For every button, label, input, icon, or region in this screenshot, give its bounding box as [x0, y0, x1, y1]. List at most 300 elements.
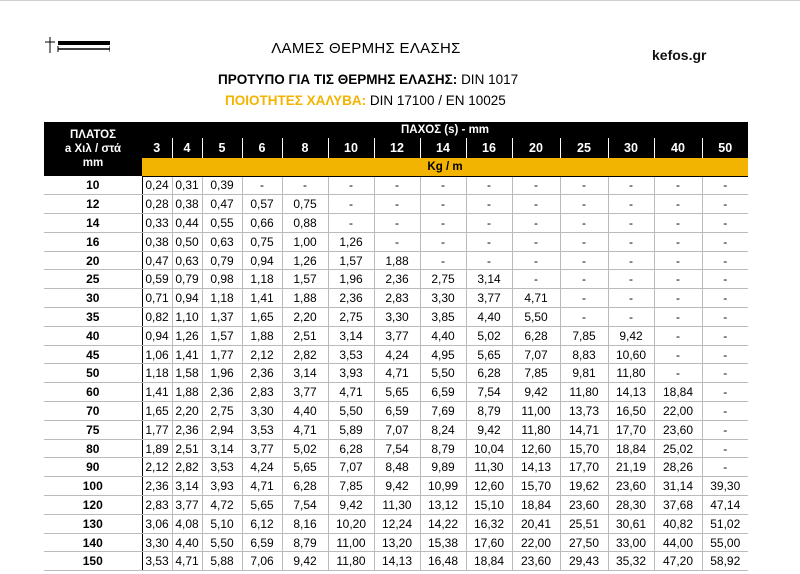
weight-cell: 7,54: [374, 439, 420, 458]
weight-cell: 7,85: [512, 364, 560, 383]
weight-cell: 11,80: [512, 420, 560, 439]
weight-cell: 2,51: [282, 326, 328, 345]
weight-cell: 8,79: [282, 533, 328, 552]
weight-cell: 4,71: [328, 383, 374, 402]
weight-cell: -: [608, 214, 654, 233]
weight-cell: -: [374, 232, 420, 251]
weight-cell: -: [242, 176, 282, 195]
thickness-col-header: 6: [242, 138, 282, 158]
weight-cell: 9,42: [608, 326, 654, 345]
table-row: [44, 477, 748, 496]
width-cell: 16: [44, 232, 142, 251]
weight-cell: -: [466, 195, 512, 214]
width-cell: 130: [44, 514, 142, 533]
weight-cell: 11,00: [512, 402, 560, 421]
weight-cell: 2,51: [172, 439, 202, 458]
weight-cell: 15,70: [560, 439, 608, 458]
weight-cell: 3,53: [328, 345, 374, 364]
weight-cell: 1,41: [172, 345, 202, 364]
width-cell: 100: [44, 477, 142, 496]
weight-cell: 8,79: [420, 439, 466, 458]
weight-cell: 1,26: [172, 326, 202, 345]
weight-cell: 4,71: [172, 552, 202, 571]
weight-cell: -: [608, 308, 654, 327]
weight-cell: 3,53: [242, 420, 282, 439]
weight-cell: -: [374, 195, 420, 214]
weight-cell: 8,48: [374, 458, 420, 477]
weight-cell: 0,57: [242, 195, 282, 214]
weight-cell: 0,79: [202, 251, 242, 270]
weight-cell: 0,98: [202, 270, 242, 289]
weight-cell: -: [560, 308, 608, 327]
weight-cell: 0,55: [202, 214, 242, 233]
weight-cell: -: [702, 383, 748, 402]
weight-cell: 4,71: [282, 420, 328, 439]
weight-cell: 10,04: [466, 439, 512, 458]
table-row: [44, 289, 748, 308]
thickness-row: [44, 138, 748, 158]
weight-cell: 23,60: [654, 420, 702, 439]
thickness-col-header: 10: [328, 138, 374, 158]
weight-cell: -: [702, 195, 748, 214]
weight-cell: 2,36: [172, 420, 202, 439]
weight-cell: 1,37: [202, 308, 242, 327]
weight-cell: 3,77: [172, 496, 202, 515]
weight-cell: 5,65: [242, 496, 282, 515]
weight-cell: 12,24: [374, 514, 420, 533]
width-cell: 150: [44, 552, 142, 571]
width-header-line-2: a Χιλ / στά: [64, 143, 122, 155]
weight-cell: 7,54: [282, 496, 328, 515]
thickness-col-header: 30: [608, 138, 654, 158]
weight-cell: 8,16: [282, 514, 328, 533]
quality-line: [225, 93, 506, 108]
weight-cell: -: [702, 214, 748, 233]
weight-cell: 11,80: [328, 552, 374, 571]
weight-cell: -: [608, 270, 654, 289]
weight-cell: -: [560, 251, 608, 270]
weight-cell: 28,26: [654, 458, 702, 477]
weight-cell: 3,77: [242, 439, 282, 458]
weight-cell: 2,82: [282, 345, 328, 364]
weight-cell: -: [654, 364, 702, 383]
weight-cell: 2,82: [172, 458, 202, 477]
weight-cell: 1,77: [142, 420, 172, 439]
weight-cell: 0,24: [142, 176, 172, 195]
quality-label: ΠΟΙΟΤΗΤΕΣ ΧΑΛΥΒΑ:: [225, 93, 367, 108]
width-cell: 20: [44, 251, 142, 270]
weight-cell: -: [512, 232, 560, 251]
weight-cell: 2,75: [420, 270, 466, 289]
width-cell: 75: [44, 420, 142, 439]
table-row: [44, 402, 748, 421]
table-row: [44, 552, 748, 571]
weight-cell: 3,30: [142, 533, 172, 552]
weight-cell: 47,20: [654, 552, 702, 571]
width-cell: 12: [44, 195, 142, 214]
weight-cell: 0,47: [142, 251, 172, 270]
weight-cell: 9,42: [466, 420, 512, 439]
weight-cell: 1,88: [172, 383, 202, 402]
weight-cell: 14,13: [374, 552, 420, 571]
width-cell: 10: [44, 176, 142, 195]
weight-cell: 2,36: [374, 270, 420, 289]
weight-cell: 7,69: [420, 402, 466, 421]
weight-cell: 9,42: [328, 496, 374, 515]
weight-cell: 5,50: [420, 364, 466, 383]
weight-cell: 23,60: [560, 496, 608, 515]
weight-cell: -: [654, 289, 702, 308]
weight-cell: 17,70: [560, 458, 608, 477]
weight-cell: 10,60: [608, 345, 654, 364]
width-cell: 80: [44, 439, 142, 458]
weight-cell: 22,00: [512, 533, 560, 552]
weight-cell: 10,99: [420, 477, 466, 496]
width-cell: 60: [44, 383, 142, 402]
weight-cell: -: [654, 345, 702, 364]
weight-cell: 11,80: [608, 364, 654, 383]
weight-cell: -: [702, 458, 748, 477]
weight-cell: 2,83: [142, 496, 172, 515]
weight-cell: 0,63: [172, 251, 202, 270]
weight-cell: 4,24: [242, 458, 282, 477]
weight-cell: 11,00: [328, 533, 374, 552]
weight-cell: 0,94: [172, 289, 202, 308]
unit-label: Kg / m: [142, 158, 748, 176]
weight-cell: -: [466, 232, 512, 251]
weight-cell: 3,93: [328, 364, 374, 383]
thickness-col-header: 4: [172, 138, 202, 158]
weight-cell: -: [702, 232, 748, 251]
weight-cell: 47,14: [702, 496, 748, 515]
weight-cell: -: [702, 439, 748, 458]
weight-cell: 3,30: [242, 402, 282, 421]
width-cell: 45: [44, 345, 142, 364]
weight-cell: 11,30: [374, 496, 420, 515]
weight-cell: 0,38: [142, 232, 172, 251]
weight-cell: 5,50: [202, 533, 242, 552]
weight-cell: 4,40: [420, 326, 466, 345]
weight-cell: 0,38: [172, 195, 202, 214]
weight-cell: -: [654, 214, 702, 233]
table-row: [44, 496, 748, 515]
weight-cell: 7,06: [242, 552, 282, 571]
weight-cell: 6,59: [420, 383, 466, 402]
weight-cell: 5,02: [282, 439, 328, 458]
weight-cell: -: [702, 251, 748, 270]
table-row: [44, 251, 748, 270]
weight-cell: 1,57: [202, 326, 242, 345]
weight-cell: 15,70: [512, 477, 560, 496]
weight-cell: 29,43: [560, 552, 608, 571]
weight-cell: -: [512, 214, 560, 233]
weight-cell: 2,12: [142, 458, 172, 477]
table-row: [44, 514, 748, 533]
weight-cell: 13,20: [374, 533, 420, 552]
weight-cell: 0,82: [142, 308, 172, 327]
thickness-col-header: 14: [420, 138, 466, 158]
weight-cell: 11,30: [466, 458, 512, 477]
width-cell: 40: [44, 326, 142, 345]
quality-value: DIN 17100 / EN 10025: [369, 93, 506, 108]
weight-cell: -: [466, 214, 512, 233]
weight-cell: -: [560, 176, 608, 195]
weight-cell: 9,81: [560, 364, 608, 383]
weight-cell: 6,28: [328, 439, 374, 458]
weight-cell: 35,32: [608, 552, 654, 571]
table-row: [44, 345, 748, 364]
weight-cell: 10,20: [328, 514, 374, 533]
weight-cell: 25,51: [560, 514, 608, 533]
weight-cell: -: [654, 308, 702, 327]
weight-cell: -: [560, 195, 608, 214]
weight-cell: 2,36: [142, 477, 172, 496]
thickness-col-header: 12: [374, 138, 420, 158]
weight-cell: -: [702, 364, 748, 383]
weight-cell: -: [608, 176, 654, 195]
weight-cell: -: [560, 214, 608, 233]
thickness-col-header: 25: [560, 138, 608, 158]
standard-label: ΠΡΟΤΥΠΟ ΓΙΑ ΤΙΣ ΘΕΡΜΗΣ ΕΛΑΣΗΣ:: [218, 72, 458, 87]
weight-cell: -: [702, 326, 748, 345]
table-row: [44, 195, 748, 214]
weight-cell: 6,28: [512, 326, 560, 345]
weight-cell: 4,40: [282, 402, 328, 421]
weight-cell: 17,60: [466, 533, 512, 552]
weight-cell: -: [420, 251, 466, 270]
weight-cell: 20,41: [512, 514, 560, 533]
weight-cell: 18,84: [608, 439, 654, 458]
weight-cell: 37,68: [654, 496, 702, 515]
width-header-line-3: mm: [82, 157, 104, 169]
weight-cell: 0,39: [202, 176, 242, 195]
weight-cell: 6,59: [374, 402, 420, 421]
weight-cell: 16,32: [466, 514, 512, 533]
weight-cell: 1,65: [142, 402, 172, 421]
width-cell: 140: [44, 533, 142, 552]
table-body: [44, 176, 748, 571]
weight-cell: 1,88: [282, 289, 328, 308]
table-row: [44, 270, 748, 289]
weight-cell: 17,70: [608, 420, 654, 439]
table-row: [44, 420, 748, 439]
weight-cell: -: [420, 232, 466, 251]
weight-cell: 0,44: [172, 214, 202, 233]
weight-cell: -: [560, 289, 608, 308]
weight-cell: 18,84: [512, 496, 560, 515]
weight-cell: -: [654, 326, 702, 345]
weight-cell: 16,48: [420, 552, 466, 571]
weight-cell: -: [512, 176, 560, 195]
table-row: [44, 326, 748, 345]
table-row: [44, 458, 748, 477]
weight-cell: 7,85: [328, 477, 374, 496]
weight-cell: 7,07: [328, 458, 374, 477]
weight-cell: 12,60: [466, 477, 512, 496]
weight-cell: 40,82: [654, 514, 702, 533]
weight-cell: 1,10: [172, 308, 202, 327]
table-row: [44, 533, 748, 552]
brand-name: kefos.gr: [652, 47, 707, 63]
weight-cell: -: [654, 176, 702, 195]
weight-cell: 1,26: [282, 251, 328, 270]
weight-cell: -: [654, 270, 702, 289]
weight-cell: 6,28: [466, 364, 512, 383]
weight-cell: 1,89: [142, 439, 172, 458]
weight-cell: 5,50: [328, 402, 374, 421]
width-cell: 90: [44, 458, 142, 477]
weight-cell: 4,71: [512, 289, 560, 308]
weight-cell: 5,65: [466, 345, 512, 364]
weight-cell: 14,13: [608, 383, 654, 402]
weight-cell: 1,57: [328, 251, 374, 270]
weight-cell: 2,83: [374, 289, 420, 308]
weight-cell: -: [654, 251, 702, 270]
weight-cell: 0,79: [172, 270, 202, 289]
table-row: [44, 364, 748, 383]
weight-cell: 9,89: [420, 458, 466, 477]
weight-cell: 5,02: [466, 326, 512, 345]
weight-cell: 5,65: [282, 458, 328, 477]
weight-cell: 5,89: [328, 420, 374, 439]
weight-cell: 0,94: [142, 326, 172, 345]
weight-cell: 22,00: [654, 402, 702, 421]
weight-cell: 2,36: [328, 289, 374, 308]
weight-cell: 6,28: [282, 477, 328, 496]
weight-cell: 0,63: [202, 232, 242, 251]
weight-cell: 1,88: [374, 251, 420, 270]
weight-cell: 1,77: [202, 345, 242, 364]
weight-cell: -: [702, 289, 748, 308]
weight-cell: 3,14: [328, 326, 374, 345]
top-border: [0, 0, 800, 1]
weight-cell: -: [420, 176, 466, 195]
weight-cell: 23,60: [512, 552, 560, 571]
weight-cell: 4,40: [172, 533, 202, 552]
weight-cell: 1,57: [282, 270, 328, 289]
weight-cell: 7,54: [466, 383, 512, 402]
weight-cell: 4,72: [202, 496, 242, 515]
weight-cell: 1,00: [282, 232, 328, 251]
weight-cell: -: [702, 420, 748, 439]
weight-cell: -: [512, 251, 560, 270]
weight-cell: 3,30: [420, 289, 466, 308]
weight-cell: 1,26: [328, 232, 374, 251]
weight-cell: -: [608, 289, 654, 308]
weight-cell: 2,12: [242, 345, 282, 364]
weight-cell: 4,71: [242, 477, 282, 496]
weight-cell: -: [654, 195, 702, 214]
weight-cell: 44,00: [654, 533, 702, 552]
weight-cell: 14,22: [420, 514, 466, 533]
weight-cell: -: [420, 214, 466, 233]
weight-cell: 18,84: [466, 552, 512, 571]
weight-cell: 3,30: [374, 308, 420, 327]
weight-cell: -: [512, 195, 560, 214]
weight-cell: 9,42: [512, 383, 560, 402]
weight-cell: 58,92: [702, 552, 748, 571]
weight-cell: 19,62: [560, 477, 608, 496]
weight-cell: 9,42: [282, 552, 328, 571]
weight-cell: -: [608, 232, 654, 251]
weight-cell: 1,58: [172, 364, 202, 383]
weight-cell: -: [560, 232, 608, 251]
weight-cell: 6,12: [242, 514, 282, 533]
weight-cell: -: [374, 214, 420, 233]
weight-cell: 3,14: [466, 270, 512, 289]
weight-cell: 0,94: [242, 251, 282, 270]
table-row: [44, 214, 748, 233]
weight-cell: -: [466, 176, 512, 195]
page-title: ΛΑΜΕΣ ΘΕΡΜΗΣ ΕΛΑΣΗΣ: [271, 40, 461, 57]
weight-cell: 5,65: [374, 383, 420, 402]
weight-cell: 3,93: [202, 477, 242, 496]
weight-cell: 18,84: [654, 383, 702, 402]
weight-cell: 15,38: [420, 533, 466, 552]
weight-cell: 27,50: [560, 533, 608, 552]
thickness-col-header: 16: [466, 138, 512, 158]
weight-cell: 2,20: [172, 402, 202, 421]
thickness-col-header: 8: [282, 138, 328, 158]
standard-value: DIN 1017: [461, 72, 519, 87]
flat-bar-profile-icon: [44, 36, 110, 54]
weight-cell: -: [702, 270, 748, 289]
weight-cell: 1,06: [142, 345, 172, 364]
weight-cell: 8,79: [466, 402, 512, 421]
weight-cell: 4,40: [466, 308, 512, 327]
weight-cell: 5,10: [202, 514, 242, 533]
weight-cell: 33,00: [608, 533, 654, 552]
weight-cell: 8,24: [420, 420, 466, 439]
weight-cell: 14,13: [512, 458, 560, 477]
weight-cell: 13,12: [420, 496, 466, 515]
thickness-col-header: 50: [702, 138, 748, 158]
weight-cell: 0,50: [172, 232, 202, 251]
weight-cell: 55,00: [702, 533, 748, 552]
weight-cell: -: [702, 308, 748, 327]
weight-cell: 3,77: [374, 326, 420, 345]
weight-cell: 3,77: [466, 289, 512, 308]
standard-line: [218, 72, 518, 87]
weight-cell: 7,07: [374, 420, 420, 439]
weight-cell: 15,10: [466, 496, 512, 515]
width-header-line-1: ΠΛΑΤΟΣ: [70, 129, 116, 141]
weight-cell: 0,47: [202, 195, 242, 214]
width-cell: 120: [44, 496, 142, 515]
weight-cell: 21,19: [608, 458, 654, 477]
weight-cell: -: [420, 195, 466, 214]
width-cell: 14: [44, 214, 142, 233]
width-cell: 35: [44, 308, 142, 327]
weight-cell: -: [654, 232, 702, 251]
thickness-col-header: 5: [202, 138, 242, 158]
weight-cell: 0,88: [282, 214, 328, 233]
table-row: [44, 176, 748, 195]
weight-cell: -: [374, 176, 420, 195]
weight-cell: 1,41: [242, 289, 282, 308]
weight-cell: 0,28: [142, 195, 172, 214]
weight-cell: 1,41: [142, 383, 172, 402]
table-row: [44, 439, 748, 458]
weight-cell: 7,07: [512, 345, 560, 364]
weight-cell: 6,59: [242, 533, 282, 552]
weight-cell: 3,06: [142, 514, 172, 533]
weight-cell: 51,02: [702, 514, 748, 533]
weight-cell: 0,75: [282, 195, 328, 214]
weight-cell: -: [512, 270, 560, 289]
thickness-col-header: 3: [142, 138, 172, 158]
weight-cell: 12,60: [512, 439, 560, 458]
